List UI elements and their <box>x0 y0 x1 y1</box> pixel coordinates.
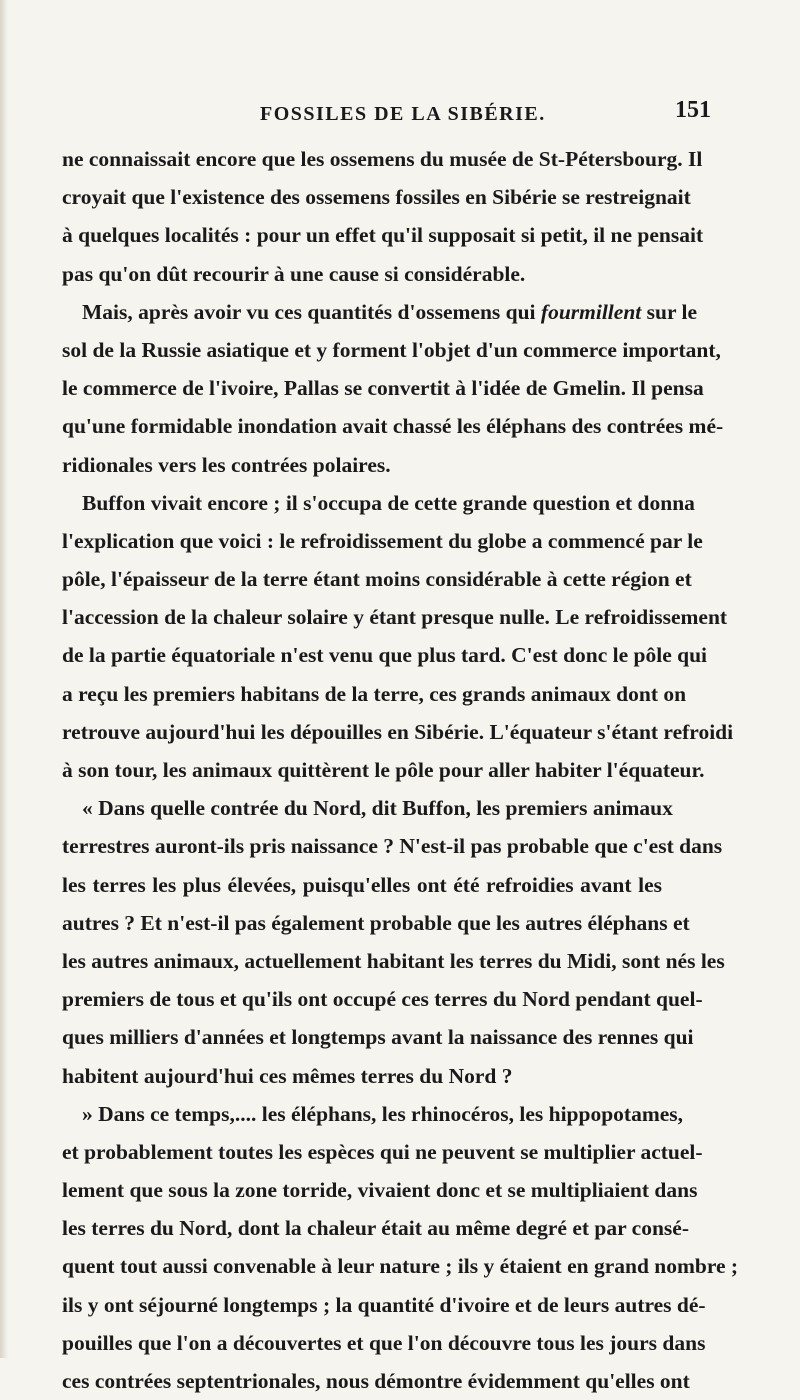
page-number: 151 <box>675 97 711 123</box>
text-line: l'accession de la chaleur solaire y étant presque nulle. Le refroidissement <box>62 605 728 630</box>
text-line: à son tour, les animaux quittèrent le pôle pour aller habiter l'équateur. <box>62 758 705 782</box>
text-line: les terres du Nord, dont la chaleur était au même degré et par consé- <box>62 1216 689 1241</box>
text-line: le commerce de l'ivoire, Pallas se convertit à l'idée de Gmelin. Il pensa <box>62 376 704 401</box>
text-line: autres ? Et n'est-il pas également probable que les autres éléphans et <box>62 910 690 935</box>
text-line: pouilles que l'on a découvertes et que l'on découvre tous les jours dans <box>62 1330 706 1355</box>
text-line: » Dans ce temps,.... les éléphans, les rhinocéros, les hippopotames, <box>82 1101 684 1126</box>
text-line: premiers de tous et qu'ils ont occupé ces terres du Nord pendant quel- <box>62 987 703 1012</box>
text-line: habitent aujourd'hui ces mêmes terres du Nord ? <box>62 1063 513 1088</box>
text-line: ridionales vers les contrées polaires. <box>62 452 391 477</box>
body-text <box>62 140 739 1400</box>
text-line: croyait que l'existence des ossemens fossiles en Sibérie se restreignait <box>62 185 691 210</box>
text-line: Buffon vivait encore ; il s'occupa de cette grande question et donna <box>82 490 695 515</box>
text-line: terrestres auront-ils pris naissance ? N'est-il pas probable que c'est dans <box>62 834 723 859</box>
text-line: ne connaissait encore que les ossemens du musée de St-Pétersbourg. Il <box>62 147 703 171</box>
text-line: à quelques localités : pour un effet qu'il supposait si petit, il ne pensait <box>62 223 704 248</box>
text-line: l'explication que voici : le refroidissement du globe a commencé par le <box>62 528 703 553</box>
text-line: sol de la Russie asiatique et y forment l'objet d'un commerce important, <box>62 337 721 362</box>
text-line: a reçu les premiers habitans de la terre, ces grands animaux dont on <box>62 681 687 706</box>
emphasized-word: fourmillent <box>540 299 642 324</box>
text-fragment: sur le <box>641 299 698 324</box>
running-header <box>62 97 711 133</box>
text-line: « Dans quelle contrée du Nord, dit Buffon, les premiers animaux <box>82 796 673 821</box>
text-line: retrouve aujourd'hui les dépouilles en Sibérie. L'équateur s'étant refroidi <box>62 719 734 744</box>
text-line: les terres les plus élevées, puisqu'elles ont été refroidies avant les <box>62 872 662 897</box>
text-line: ces contrées septentrionales, nous démontre évidemment qu'elles ont <box>62 1369 690 1393</box>
text-line: les autres animaux, actuellement habitant les terres du Midi, sont nés les <box>62 948 725 973</box>
text-fragment: Mais, après avoir vu ces quantités d'ossemens qui <box>82 299 541 324</box>
text-line: ils y ont séjourné longtemps ; la quantité d'ivoire et de leurs autres dé- <box>62 1292 706 1317</box>
text-line: pas qu'on dût recourir à une cause si considérable. <box>62 261 526 286</box>
text-line: et probablement toutes les espèces qui ne peuvent se multiplier actuel- <box>62 1139 703 1164</box>
text-line: quent tout aussi convenable à leur nature ; ils y étaient en grand nombre ; <box>62 1254 739 1279</box>
page-edge-shadow <box>0 0 8 1358</box>
running-title: FOSSILES DE LA SIBÉRIE. <box>260 103 546 125</box>
text-line: de la partie équatoriale n'est venu que plus tard. C'est donc le pôle qui <box>62 643 708 668</box>
text-line <box>62 293 698 331</box>
text-line: lement que sous la zone torride, vivaient donc et se multipliaient dans <box>62 1178 698 1203</box>
text-line: ques milliers d'années et longtemps avant la naissance des rennes qui <box>62 1025 694 1050</box>
text-line: qu'une formidable inondation avait chassé les éléphans des contrées mé- <box>62 414 724 439</box>
text-line: pôle, l'épaisseur de la terre étant moins considérable à cette région et <box>62 567 692 592</box>
